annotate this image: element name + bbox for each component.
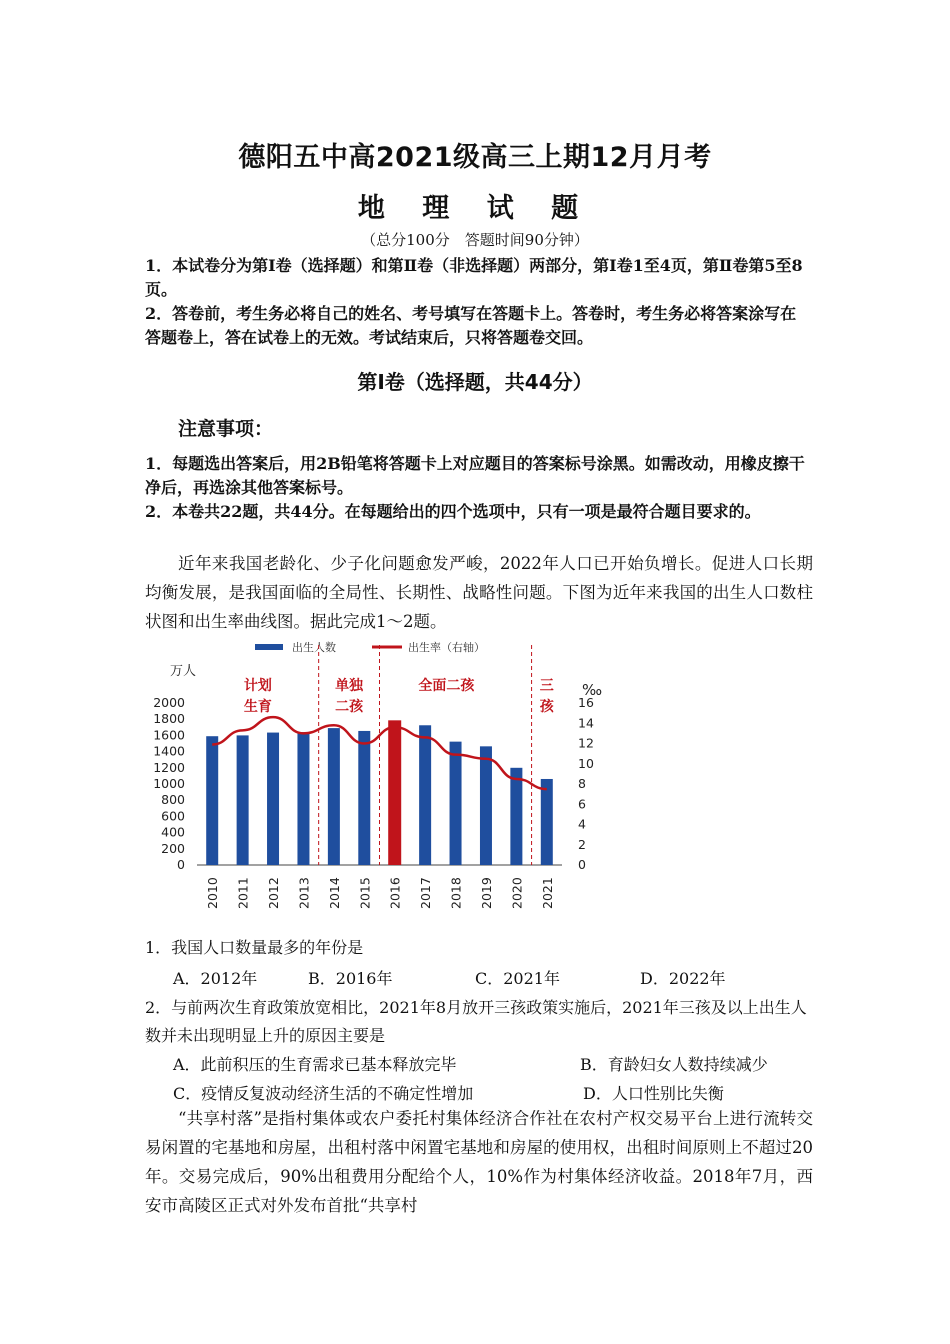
question-1-stem: 1．我国人口数量最多的年份是	[145, 938, 364, 957]
x-tick-2014: 2014	[326, 877, 342, 909]
y-right-tick: 10	[578, 755, 594, 771]
x-tick-2016: 2016	[387, 877, 403, 909]
bar-2014	[328, 728, 340, 865]
legend-line-label: 出生率（右轴）	[408, 641, 485, 654]
x-tick-2017: 2017	[418, 877, 434, 909]
y-left-tick: 2000	[153, 695, 185, 710]
y-right-tick: 0	[578, 857, 586, 872]
y-left-tick: 400	[161, 824, 185, 840]
x-tick-2020: 2020	[509, 877, 525, 909]
notice-heading: 注意事项：	[178, 418, 274, 440]
x-tick-2019: 2019	[478, 877, 494, 909]
y-right-tick: 12	[578, 735, 594, 751]
bar-2019	[480, 746, 492, 865]
q2-option-b: B．育龄妇女人数持续减少	[580, 1055, 768, 1074]
bar-2018	[450, 742, 462, 865]
question-2-stem: 2．与前两次生育政策放宽相比，2021年8月放开三孩政策实施后，2021年三孩及以上出生人数并未出现明显上升的原因主要是	[145, 998, 807, 1045]
legend-bar-label: 出生人数	[292, 641, 336, 654]
bar-2011	[237, 735, 249, 865]
x-tick-2013: 2013	[296, 877, 312, 909]
y-right-tick: 6	[578, 796, 586, 812]
notice-1: 1．每题选出答案后，用2B铅笔将答题卡上对应题目的答案标号涂黑。如需改动，用橡皮擦干净后，再选涂其他答案标号。	[145, 454, 805, 497]
y-right-tick: 8	[578, 776, 586, 791]
x-tick-2012: 2012	[266, 877, 282, 909]
bar-2015	[358, 731, 370, 865]
y-left-tick: 200	[161, 840, 185, 856]
y-right-tick: 16	[578, 695, 594, 710]
x-tick-2021: 2021	[539, 877, 555, 909]
y-left-tick: 1800	[153, 711, 185, 727]
policy-label: 全面二孩	[418, 678, 475, 694]
exam-title: 德阳五中高2021级高三上期12月月考	[238, 142, 712, 173]
section-title: 第Ⅰ卷（选择题，共44分）	[357, 370, 593, 394]
policy-label: 孩	[539, 699, 554, 715]
bar-2017	[419, 725, 431, 865]
y-left-tick: 1400	[153, 743, 185, 759]
bar-2020	[510, 768, 522, 865]
x-tick-2015: 2015	[357, 877, 373, 909]
legend-bar-swatch	[255, 644, 283, 650]
q1-option-a: A．2012年	[173, 969, 258, 988]
x-tick-2018: 2018	[448, 877, 464, 909]
q2-option-d: D．人口性别比失衡	[583, 1084, 724, 1103]
policy-label: 三	[539, 678, 554, 694]
y-left-tick: 1600	[153, 727, 185, 743]
instruction-1: 1．本试卷分为第Ⅰ卷（选择题）和第Ⅱ卷（非选择题）两部分，第Ⅰ卷1至4页，第Ⅱ卷第5至8页。	[145, 256, 803, 299]
y-right-tick: 14	[578, 715, 594, 731]
instruction-2: 2．答卷前，考生务必将自己的姓名、考号填写在答题卡上。答卷时，考生务必将答案涂写在答题卷上，答在试卷上的无效。考试结束后，只将答题卷交回。	[145, 304, 797, 347]
subject-title: 地 理 试 题	[357, 193, 593, 224]
x-tick-2011: 2011	[235, 877, 251, 909]
y-left-tick: 600	[161, 808, 185, 824]
policy-label: 单独	[335, 678, 364, 694]
y-right-tick: 4	[578, 816, 586, 832]
q2-option-a: A．此前积压的生育需求已基本释放完毕	[173, 1055, 457, 1074]
bar-2021	[541, 779, 553, 865]
policy-label: 生育	[243, 699, 272, 715]
y-left-tick: 0	[177, 857, 185, 872]
passage-2: “共享村落”是指村集体或农户委托村集体经济合作社在农村产权交易平台上进行流转交易闲置的宅基地和房屋，出租村落中闲置宅基地和房屋的使用权，出租时间原则上不超过20年。交易完成后，90%出租费用分配给个人，10%作为村集体经济收益。2018年7月，西安市高陵区正式对外发布首批“共享村	[145, 1109, 813, 1215]
policy-label: 计划	[243, 678, 272, 694]
q1-option-b: B．2016年	[308, 969, 393, 988]
policy-label: 二孩	[335, 699, 364, 715]
bar-2012	[267, 733, 279, 865]
bar-2010	[206, 736, 218, 865]
y-left-tick: 1200	[153, 759, 185, 775]
passage-1: 近年来我国老龄化、少子化问题愈发严峻，2022年人口已开始负增长。促进人口长期均衡发展，是我国面临的全局性、长期性、战略性问题。下图为近年来我国的出生人口数柱状图和出生率曲线图。据此完成1～2题。	[145, 554, 813, 631]
bar-2013	[297, 732, 309, 865]
q1-option-c: C．2021年	[475, 969, 560, 988]
y-right-unit: ‰	[582, 681, 603, 699]
bar-2016	[388, 720, 401, 865]
y-left-tick: 800	[161, 792, 185, 808]
birth-chart	[140, 635, 620, 915]
q2-option-c: C．疫情反复波动经济生活的不确定性增加	[173, 1084, 474, 1103]
y-right-tick: 2	[578, 836, 586, 852]
y-left-unit: 万人	[170, 664, 197, 679]
notice-2: 2．本卷共22题，共44分。在每题给出的四个选项中，只有一项是最符合题目要求的。	[145, 502, 761, 521]
y-left-tick: 1000	[153, 776, 185, 791]
q1-option-d: D．2022年	[640, 969, 726, 988]
exam-meta: （总分100分 答题时间90分钟）	[361, 231, 589, 249]
x-tick-2010: 2010	[205, 877, 221, 909]
